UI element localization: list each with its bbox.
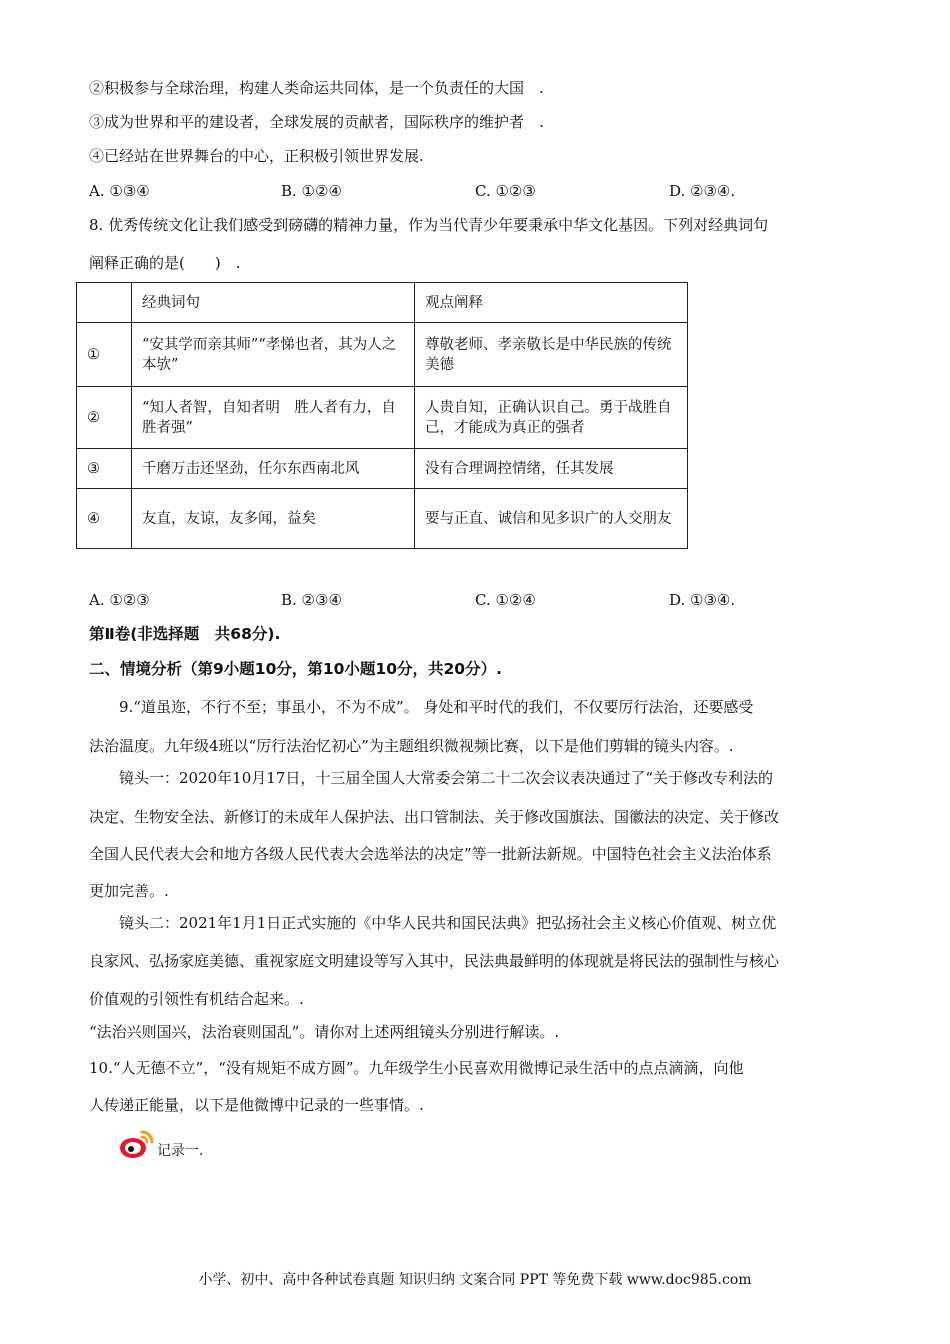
q7-option-c: C. ①②③ <box>475 182 536 200</box>
table-header-explain: 观点阐释 <box>415 283 688 323</box>
row-quote: “安其学而亲其师”“孝悌也者，其为人之本欤” <box>132 323 415 387</box>
q7-statement-3: ③成为世界和平的建设者，全球发展的贡献者，国际秩序的维护者 . <box>89 113 544 131</box>
section-heading: 第Ⅱ卷(非选择题 共68分). <box>89 625 281 643</box>
q7-option-b: B. ①②④ <box>281 182 342 200</box>
record-label: 记录一. <box>157 1143 204 1159</box>
q9-shot1-line: 镜头一：2020年10月17日，十三届全国人大常委会第二十二次会议表决通过了“关于修改专利法的 <box>119 769 774 787</box>
table-row <box>77 323 688 387</box>
row-quote: 友直，友谅，友多闻，益矣 <box>132 489 415 549</box>
row-explain: 人贵自知，正确认识自己。勇于战胜自己，才能成为真正的强者 <box>415 387 688 449</box>
q9-line: 法治温度。九年级4班以“厉行法治忆初心”为主题组织微视频比赛，以下是他们剪辑的镜头内容。. <box>89 737 734 755</box>
q9-shot1-line: 决定、生物安全法、新修订的未成年人保护法、出口管制法、关于修改国旗法、国徽法的决定、关于修改 <box>89 808 780 826</box>
row-number: ① <box>77 323 132 387</box>
row-quote: 千磨万击还坚劲，任尔东西南北风 <box>132 449 415 489</box>
q7-option-d: D. ②③④. <box>669 182 736 200</box>
row-number: ③ <box>77 449 132 489</box>
section-subheading: 二、情境分析（第9小题10分，第10小题10分，共20分）. <box>89 660 502 678</box>
table-header-row <box>77 283 688 323</box>
q9-prompt: “法治兴则国兴，法治衰则国乱”。请你对上述两组镜头分别进行解读。. <box>89 1023 560 1041</box>
table-header-quote: 经典词句 <box>132 283 415 323</box>
q7-options <box>89 181 849 201</box>
q8-table <box>76 282 688 549</box>
q8-option-b: B. ②③④ <box>281 591 342 609</box>
row-explain: 没有合理调控情绪，任其发展 <box>415 449 688 489</box>
q7-statement-4: ④已经站在世界舞台的中心，正积极引领世界发展. <box>89 147 424 165</box>
q9-shot2-line: 镜头二：2021年1月1日正式实施的《中华人民共和国民法典》把弘扬社会主义核心价值观、树立优 <box>119 914 777 932</box>
q8-option-c: C. ①②④ <box>475 591 536 609</box>
q8-option-d: D. ①③④. <box>669 591 736 609</box>
table-row <box>77 387 688 449</box>
table-header-empty <box>77 283 132 323</box>
row-number: ④ <box>77 489 132 549</box>
q8-option-a: A. ①②③ <box>89 591 150 609</box>
q9-shot1-line: 全国人民代表大会和地方各级人民代表大会选举法的决定”等一批新法新规。中国特色社会主义法治体系 <box>89 845 772 863</box>
q7-option-a: A. ①③④ <box>89 182 150 200</box>
row-explain: 尊敬老师、孝亲敬长是中华民族的传统美德 <box>415 323 688 387</box>
q9-line: 9.“道虽迩，不行不至；事虽小，不为不成”。 身处和平时代的我们，不仅要厉行法治，还要感受 <box>119 698 754 716</box>
table-row <box>77 489 688 549</box>
q10-line: 10.“人无德不立”，“没有规矩不成方圆”。九年级学生小民喜欢用微博记录生活中的点点滴滴，向他 <box>89 1059 744 1077</box>
q8-stem-line2: 阐释正确的是( ) . <box>89 254 241 272</box>
q9-shot2-line: 价值观的引领性有机结合起来。. <box>89 990 304 1008</box>
q7-statement-2: ②积极参与全球治理，构建人类命运共同体，是一个负责任的大国 . <box>89 79 544 97</box>
row-number: ② <box>77 387 132 449</box>
q10-line: 人传递正能量，以下是他微博中记录的一些事情。. <box>89 1096 424 1114</box>
q8-options <box>89 590 849 610</box>
q9-shot1-line: 更加完善。. <box>89 882 169 900</box>
table-row <box>77 449 688 489</box>
row-explain: 要与正直、诚信和见多识广的人交朋友 <box>415 489 688 549</box>
q8-stem-line1: 8. 优秀传统文化让我们感受到磅礴的精神力量，作为当代青少年要秉承中华文化基因。下列对经典词句 <box>89 216 769 234</box>
page-footer: 小学、初中、高中各种试卷真题 知识归纳 文案合同 PPT 等免费下载 www.doc985.com <box>198 1272 752 1288</box>
weibo-icon <box>118 1126 156 1160</box>
row-quote: “知人者智，自知者明 胜人者有力，自胜者强” <box>132 387 415 449</box>
q9-shot2-line: 良家风、弘扬家庭美德、重视家庭文明建设等写入其中，民法典最鲜明的体现就是将民法的强制性与核心 <box>89 952 780 970</box>
